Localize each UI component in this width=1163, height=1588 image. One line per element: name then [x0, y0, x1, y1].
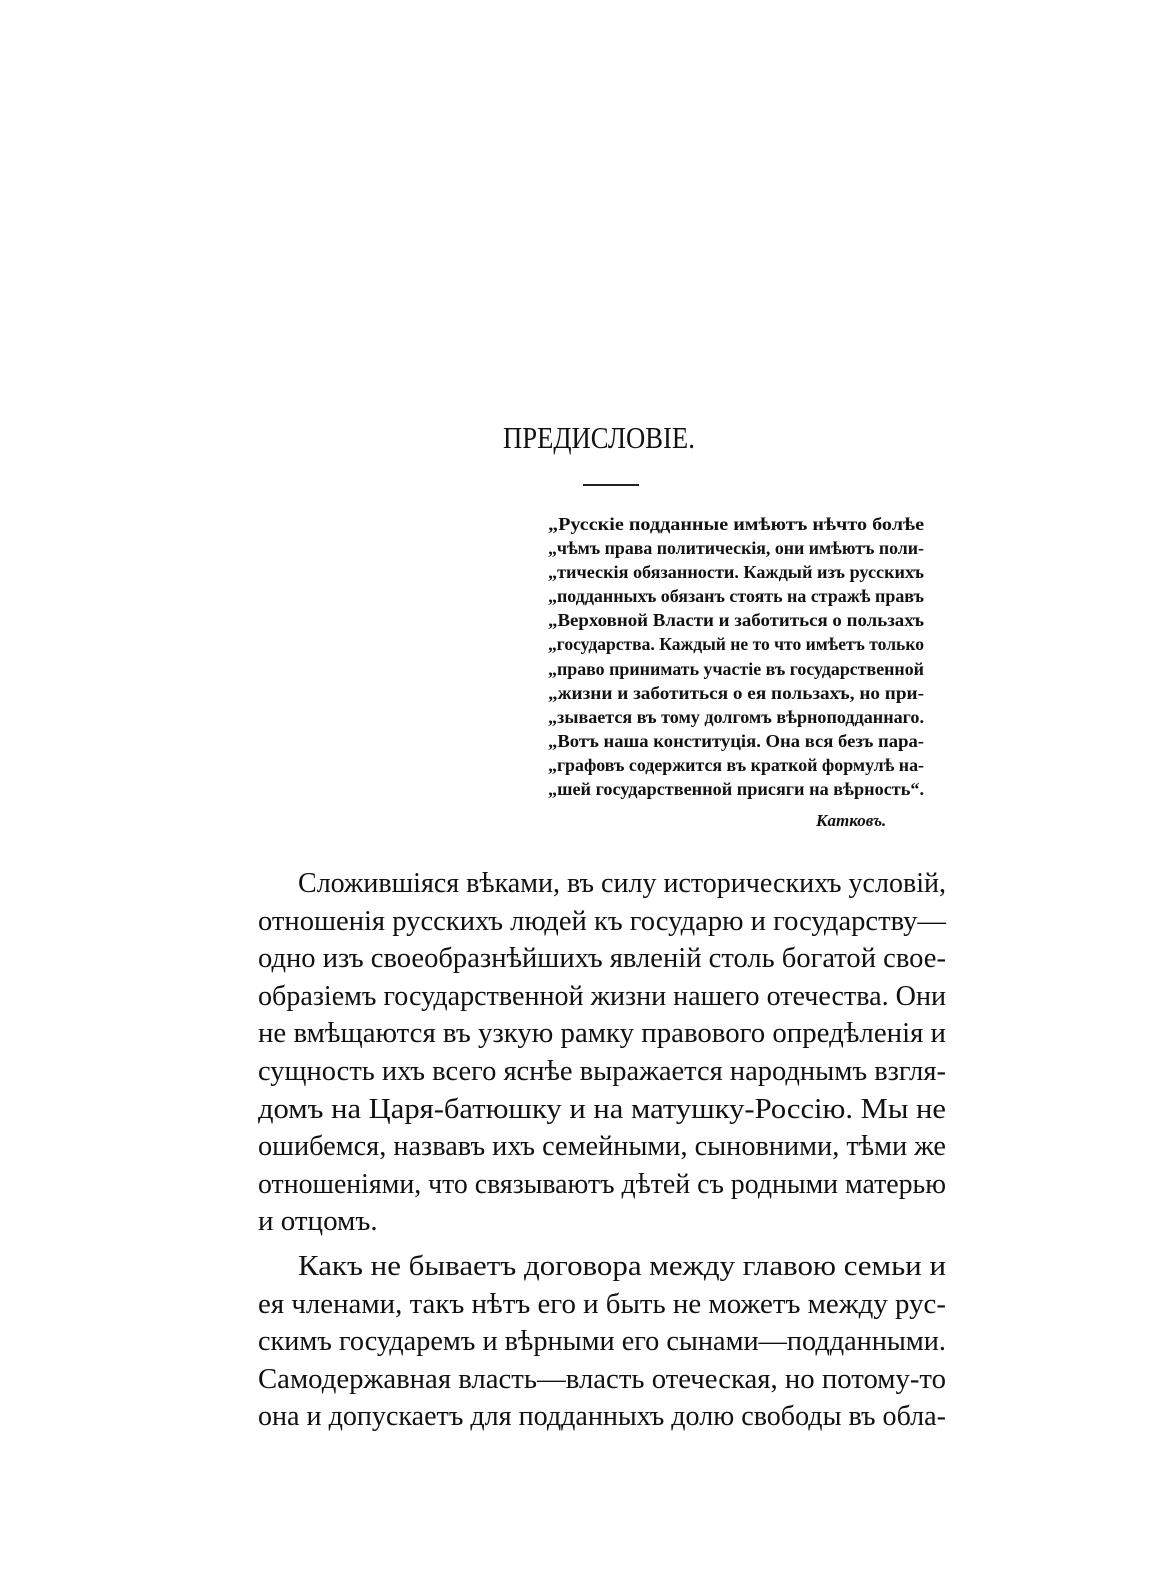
paragraph-line: отношеніями, что связываютъ дѣтей съ родными матерью [258, 1167, 946, 1200]
epigraph [548, 512, 924, 801]
epigraph-line: „шей государственной присяги на вѣрность“. [548, 779, 924, 800]
paragraph-line: образіемъ государственной жизни нашего отечества. Они [258, 979, 946, 1012]
page-title: ПРЕДИСЛОВІЕ. [503, 420, 695, 455]
paragraph-line: не вмѣщаются въ узкую рамку правового опредѣленія и [258, 1017, 946, 1050]
title-rule [583, 484, 639, 486]
paragraph-line: отношенія русскихъ людей къ государю и государству— [258, 904, 946, 937]
paragraph-line: скимъ государемъ и вѣрными его сынами—подданными. [258, 1325, 946, 1358]
epigraph-line: „тическія обязанности. Каждый изъ русскихъ [548, 562, 924, 583]
epigraph-line: „чѣмъ права политическія, они имѣютъ поли- [548, 538, 924, 559]
paragraph-line: сущность ихъ всего яснѣе выражается народнымъ взгля- [258, 1054, 946, 1087]
epigraph-line: „право принимать участіе въ государственной [548, 658, 924, 679]
paragraph-line: Какъ не бываетъ договора между главою семьи и [298, 1249, 946, 1282]
paragraph-line: Самодержавная власть—власть отеческая, но потому-то [258, 1362, 946, 1395]
epigraph-author: Катковъ. [816, 811, 887, 830]
epigraph-line: „Вотъ наша конституція. Она вся безъ пара- [548, 730, 924, 751]
paragraph-line: одно изъ своеобразнѣйшихъ явленій столь богатой свое- [258, 942, 946, 975]
paragraph-line: и отцомъ. [258, 1205, 378, 1238]
epigraph-line: „жизни и заботиться о ея пользахъ, но при- [548, 682, 924, 703]
epigraph-line: „Русскіе подданные имѣютъ нѣчто болѣе [548, 514, 924, 534]
paragraph-line: ошибемся, назвавъ ихъ семейными, сыновними, тѣми же [258, 1130, 946, 1163]
paragraph-line: Сложившіяся вѣками, въ силу историческихъ условій, [298, 867, 946, 899]
epigraph-line: „Верховной Власти и заботиться о пользахъ [548, 610, 924, 631]
paragraph-line: домъ на Царя-батюшку и на матушку-Россію. Мы не [258, 1092, 946, 1125]
epigraph-line: „графовъ содержится въ краткой формулѣ на- [548, 754, 924, 775]
epigraph-line: „подданныхъ обязанъ стоять на стражѣ правъ [548, 586, 924, 607]
epigraph-line: „государства. Каждый не то что имѣетъ только [548, 634, 924, 655]
paragraph-line: ея членами, такъ нѣтъ его и быть не можетъ между рус- [258, 1287, 946, 1320]
body-text [258, 864, 946, 1435]
epigraph-line: „зывается въ тому долгомъ вѣрноподданнаго. [548, 706, 924, 727]
paragraph-line: она и допускаетъ для подданныхъ долю свободы въ обла- [258, 1400, 946, 1433]
